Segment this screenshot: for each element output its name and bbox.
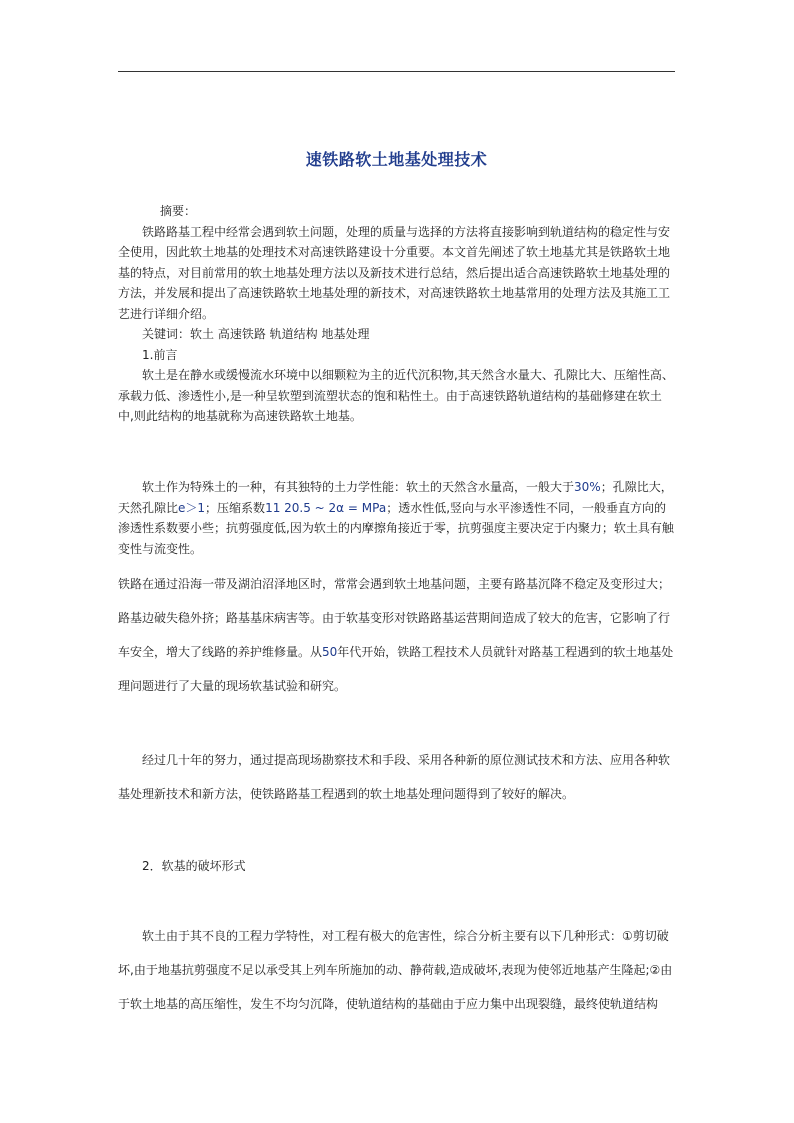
paragraph-3 — [118, 567, 675, 703]
paragraph-5-text: 软土由于其不良的工程力学特性，对工程有极大的危害性，综合分析主要有以下几种形式：①剪切破坏,由于地基抗剪强度不足以承受其上列车所施加的动、静荷载,造成破坏,表现为使邻近地基产生隆起;②由于软土地基的高压缩性，发生不均匀沉降，使轨道结构的基础由于应力集中出现裂缝，最终使轨道结构 — [118, 929, 673, 1011]
abstract-block — [118, 201, 675, 427]
void-ratio-value: e＞1 — [178, 500, 206, 515]
abstract-label: 摘要： — [160, 204, 197, 218]
paragraph-3-text — [118, 567, 675, 703]
para2-part-d: ；透水性低,竖向与水平渗透性不同，一般垂直方向的渗透性系数要小些；抗剪强度低,因为软土的内摩擦角接近于零，抗剪强度主要决定于内聚力；软土具有触变性与流变性。 — [118, 500, 674, 556]
keywords: 关键词：软土 高速铁路 轨道结构 地基处理 — [142, 327, 370, 341]
paragraph-2-text — [118, 477, 675, 559]
paragraph-2 — [118, 477, 675, 559]
compression-coefficient: 11 20.5 ~ 2α = MPa — [265, 500, 387, 515]
document-title: 速铁路软土地基处理技术 — [305, 150, 488, 169]
paragraph-1: 软土是在静水或缓慢流水环境中以细颗粒为主的近代沉积物,其天然含水量大、孔隙比大、压缩性高、承载力低、渗透性小,是一种呈软塑到流塑状态的饱和粘性土。由于高速铁路轨道结构的基础修建在软土中,则此结构的地基就称为高速铁路软土地基。 — [118, 368, 674, 423]
para2-part-b: ；孔隙比大，天然孔隙比 — [118, 480, 673, 515]
para2-part-a: 软土作为特殊土的一种，有其独特的土力学性能：软土的天然含水量高，一般大于 — [142, 480, 575, 494]
abstract-text: 铁路路基工程中经常会遇到软土问题，处理的质量与选择的方法将直接影响到轨道结构的稳定性与安全使用，因此软土地基的处理技术对高速铁路建设十分重要。本文首先阐述了软土地基尤其是铁路软土地基的特点，对目前常用的软土地基处理方法以及新技术进行总结，然后提出适合高速铁路软土地基处理的方法，并发展和提出了高速铁路软土地基处理的新技术，对高速铁路软土地基常用的处理方法及其施工工艺进行详细介绍。 — [118, 224, 671, 321]
para2-part-c: ；压缩系数 — [205, 500, 266, 515]
decade-value: 50 — [322, 645, 338, 659]
section2-heading: 2．软基的破坏形式 — [142, 859, 246, 873]
paragraph-5 — [118, 919, 675, 1021]
paragraph-4 — [118, 743, 675, 811]
para3-part-a: 铁路在通过沿海一带及湖泊沼泽地区时，常常会遇到软土地基问题，主要有路基沉降不稳定及变形过大；路基边破失稳外挤；路基基床病害等。由于软基变形对铁路路基运营期间造成了较大的危害，它影响了行车安全，增大了线路的养护维修量。从 — [118, 577, 671, 659]
header-rule — [118, 71, 675, 72]
section2-heading-block — [118, 856, 675, 877]
water-content-value: 30% — [574, 480, 601, 494]
section1-number: 1. — [142, 347, 154, 362]
para3-part-b: 年代开始，铁路工程技术人员就针对路基工程遇到的软土地基处理问题进行了大量的现场软基试验和研究。 — [118, 645, 674, 693]
paragraph-4-text: 经过几十年的努力，通过提高现场勘察技术和手段、采用各种新的原位测试技术和方法、应用各种软基处理新技术和新方法，使铁路路基工程遇到的软土地基处理问题得到了较好的解决。 — [118, 753, 671, 801]
section1-heading — [118, 345, 675, 366]
section1-title: 前言 — [153, 347, 178, 362]
